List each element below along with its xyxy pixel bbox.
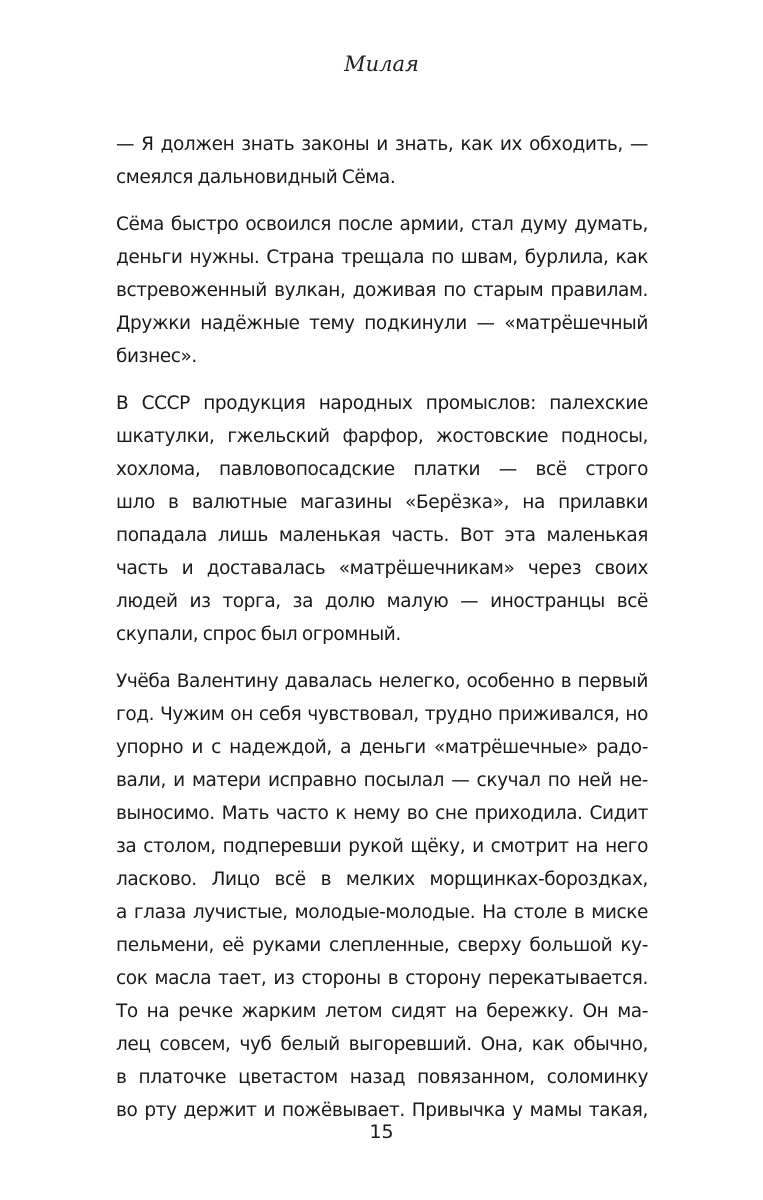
text-line: вали, и матери исправно посылал — скучал по ней не- [116, 770, 648, 791]
text-line: выносимо. Мать часто к нему во сне приходила. Сидит [116, 803, 648, 824]
text-line: В СССР продукция народных промыслов: палехские [116, 393, 648, 414]
text-line: шло в валютные магазины «Берёзка», на прилавки [116, 492, 648, 513]
text-line: во рту держит и пожёвывает. Привычка у мамы такая, [116, 1100, 648, 1121]
body-text [116, 128, 648, 1141]
text-line: лец совсем, чуб белый выгоревший. Она, как обычно, [116, 1034, 648, 1055]
text-line: за столом, подперевши рукой щёку, и смотрит на него [116, 836, 648, 857]
text-line: Дружки надёжные тему подкинули — «матрёшечный [116, 313, 648, 334]
text-line: скупали, спрос был огромный. [116, 624, 401, 645]
text-line: деньги нужны. Страна трещала по швам, бурлила, как [116, 247, 648, 268]
text-line: То на речке жарким летом сидят на бережку. Он ма- [116, 1001, 648, 1022]
paragraph [116, 665, 648, 1127]
text-line: а глаза лучистые, молодые-молодые. На столе в миске [116, 902, 648, 923]
text-line: встревоженный вулкан, доживая по старым правилам. [116, 280, 648, 301]
paragraph [116, 128, 648, 194]
text-line: упорно и с надеждой, а деньги «матрёшечные» радо- [116, 737, 648, 758]
text-line: попадала лишь маленькая часть. Вот эта маленькая [116, 525, 648, 546]
text-line: год. Чужим он себя чувствовал, трудно приживался, но [116, 704, 648, 725]
paragraph [116, 208, 648, 373]
text-line: пельмени, её руками слепленные, сверху большой ку- [116, 935, 648, 956]
page-number: 15 [369, 1121, 394, 1143]
text-line: шкатулки, гжельский фарфор, жостовские подносы, [116, 426, 648, 447]
running-head: Милая [344, 52, 419, 76]
text-line: часть и доставалась «матрёшечникам» через своих [116, 558, 648, 579]
text-line: Сёма быстро освоился после армии, стал думу думать, [116, 214, 648, 235]
text-line: сок масла тает, из стороны в сторону перекатывается. [116, 968, 648, 989]
text-line: бизнес». [116, 346, 197, 367]
text-line: ласково. Лицо всё в мелких морщинках-бороздках, [116, 869, 648, 890]
paragraph [116, 387, 648, 651]
text-line: людей из торга, за долю малую — иностранцы всё [116, 591, 648, 612]
text-line: — Я должен знать законы и знать, как их обходить, — [116, 134, 648, 155]
text-line: в платочке цветастом назад повязанном, соломинку [116, 1067, 648, 1088]
text-line: Учёба Валентину давалась нелегко, особенно в первый [116, 671, 648, 692]
text-line: хохлома, павловопосадские платки — всё строго [116, 459, 648, 480]
text-line: смеялся дальновидный Сёма. [116, 167, 396, 188]
